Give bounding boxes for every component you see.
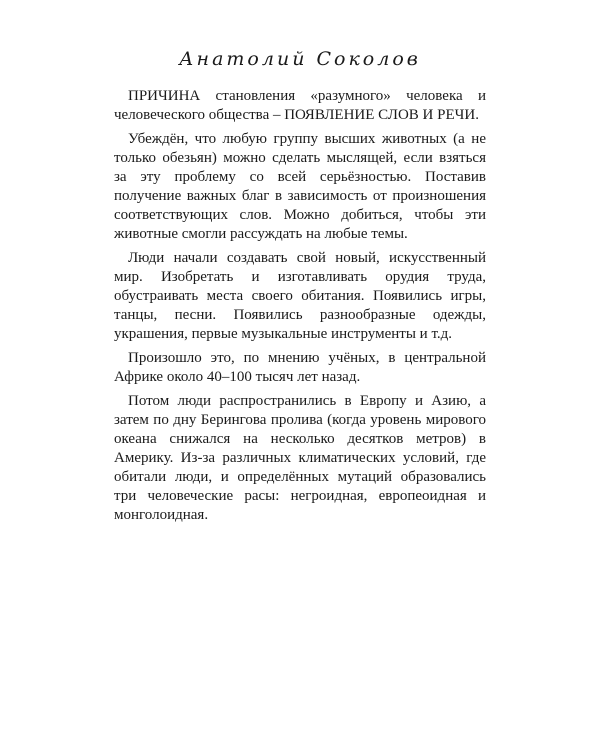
paragraph: Потом люди распространились в Европу и Азию, а затем по дну Берингова пролива (когда уровень мирового океана снижался на несколько десятков метров) в Америку. Из-за различных климатических условий, где обитали люди, и определённых мутаций образовались три человеческие расы: негроидная, европеоидная и монголоидная. [114,393,486,523]
running-header-author: Анатолий Соколов [179,48,421,70]
paragraph: Произошло это, по мнению учёных, в центральной Африке около 40–100 тысяч лет назад. [114,350,486,385]
paragraph: Люди начали создавать свой новый, искусственный мир. Изобретать и изготавливать орудия труда, обустраивать места своего обитания. Появились игры, танцы, песни. Появились разнообразные одежды, украшения, первые музыкальные инструменты и т.д. [114,250,486,342]
paragraph: Убеждён, что любую группу высших животных (а не только обезьян) можно сделать мыслящей, если взяться за эту проблему со всей серьёзностью. Поставив получение важных благ в зависимость от произношения соответствующих слов. Можно добиться, чтобы эти животные смогли рассуждать на любые темы. [114,131,486,242]
paragraph: ПРИЧИНА становления «разумного» человека и человеческого общества – ПОЯВЛЕНИЕ СЛОВ И РЕЧИ. [114,88,486,123]
body-text [114,87,486,530]
